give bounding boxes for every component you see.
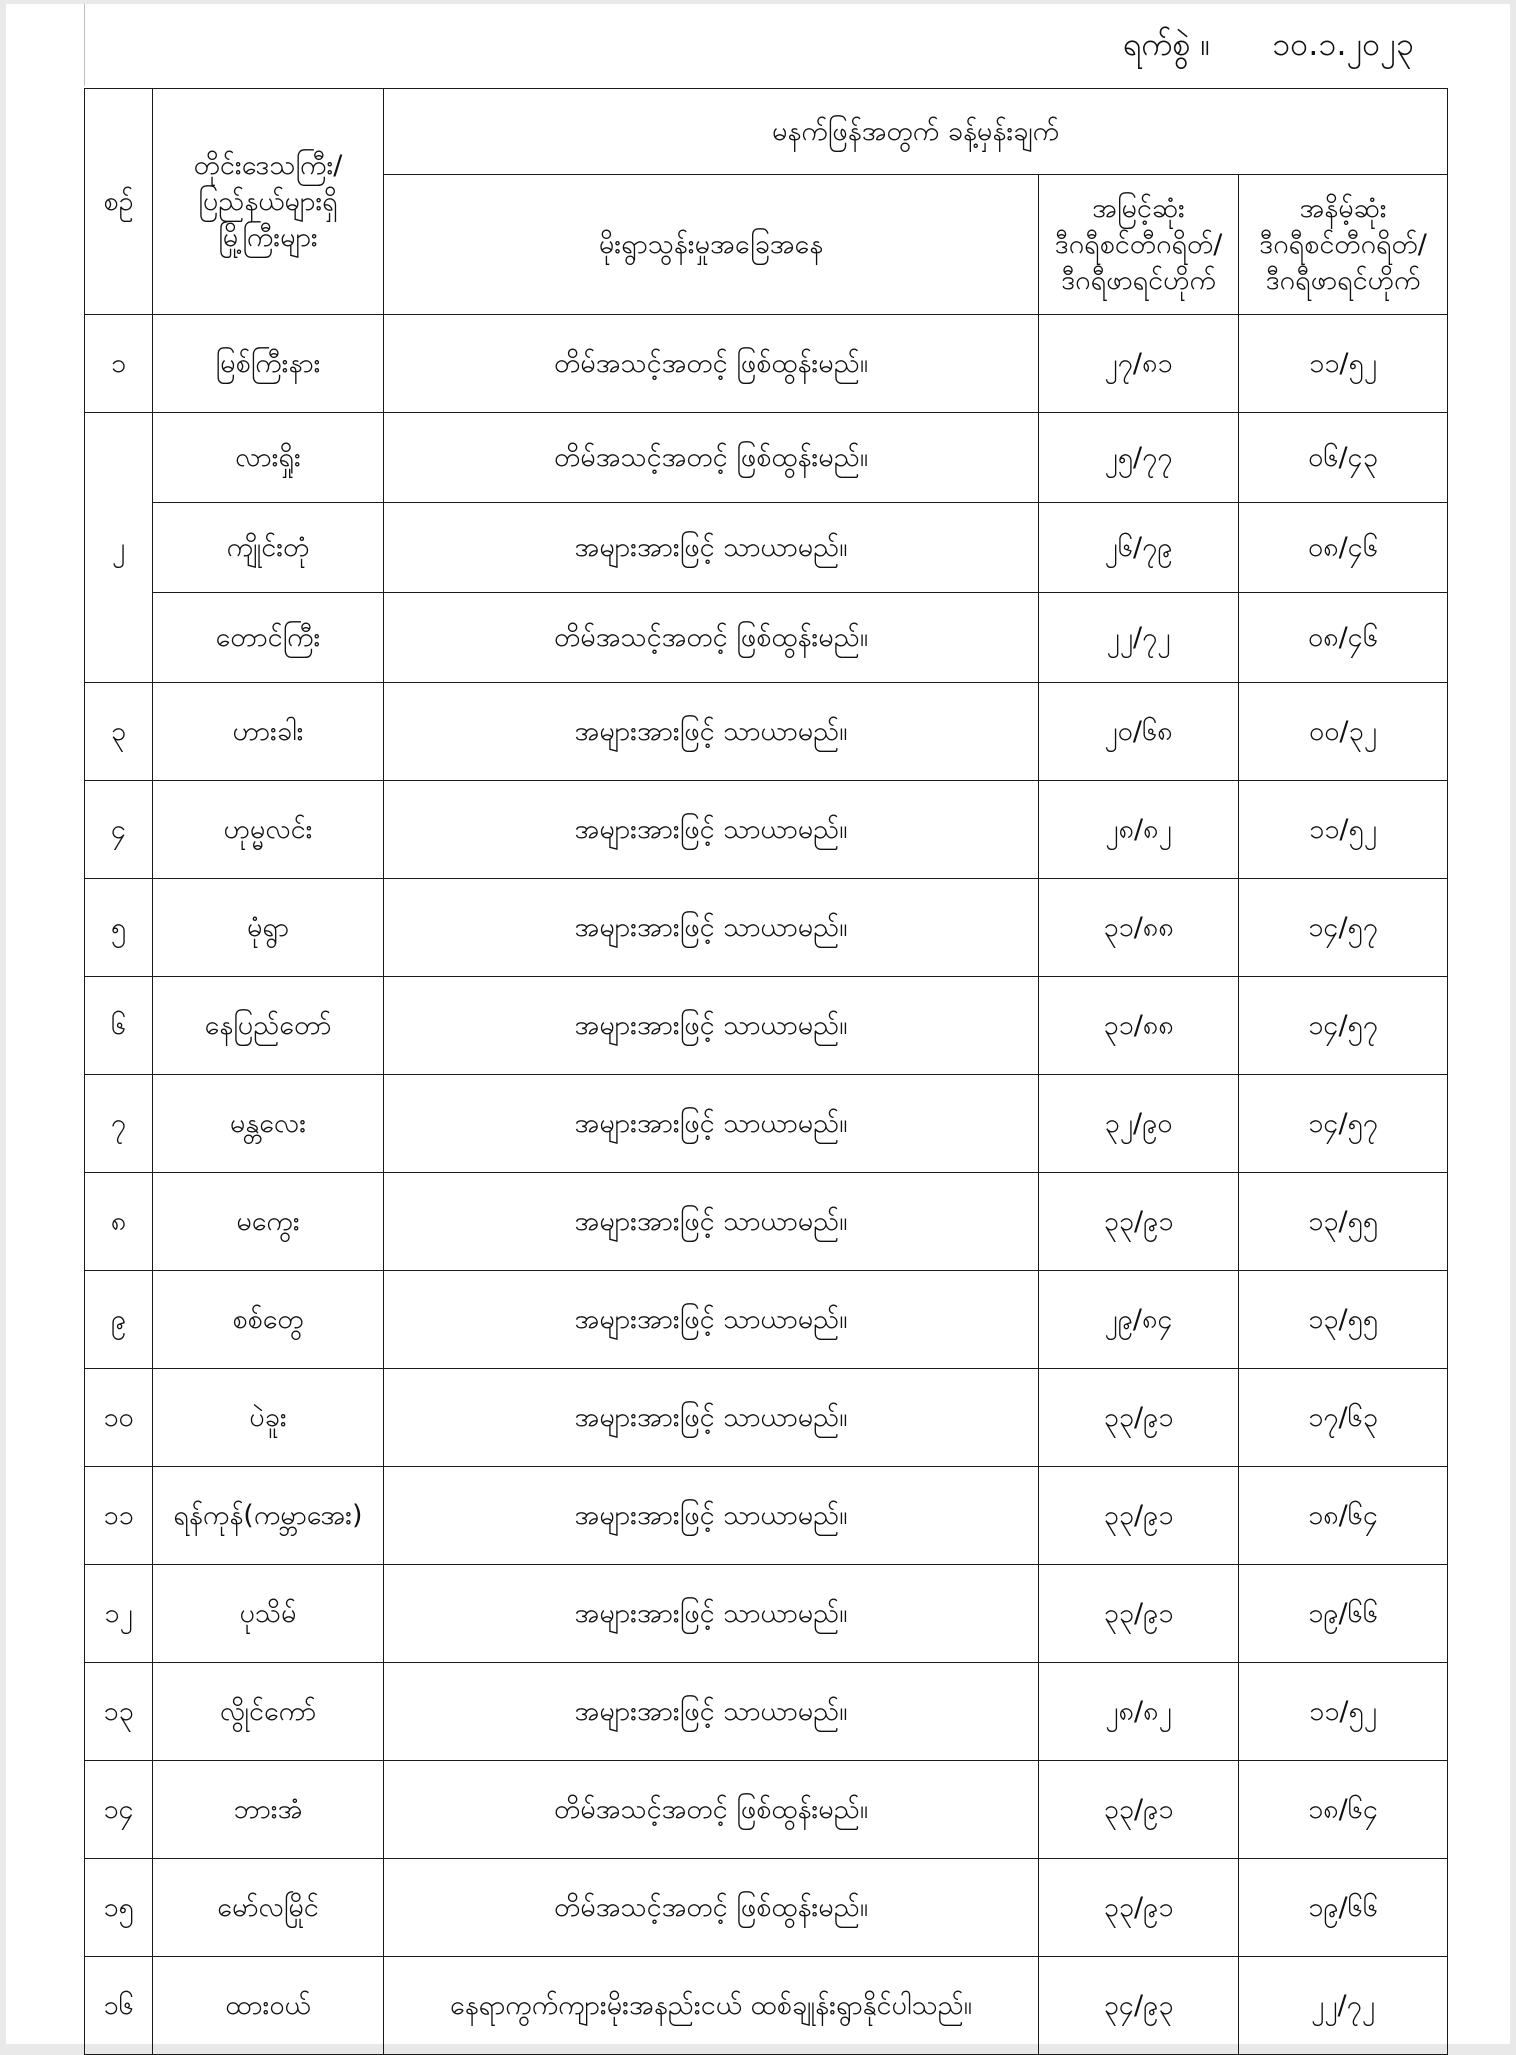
row-number: ၈	[85, 1173, 153, 1271]
city-name: မော်လမြိုင်	[153, 1859, 384, 1957]
row-number: ၁၄	[85, 1761, 153, 1859]
table-row	[85, 683, 1448, 781]
city-name: ပုသိမ်	[153, 1565, 384, 1663]
condition: တိမ်အသင့်အတင့် ဖြစ်ထွန်းမည်။	[384, 315, 1039, 413]
min-temp: ၁၈/၆၄	[1239, 1761, 1448, 1859]
min-temp: ၀၈/၄၆	[1239, 593, 1448, 683]
city-name: ထားဝယ်	[153, 1957, 384, 2055]
max-temp: ၃၃/၉၁	[1039, 1173, 1239, 1271]
row-number: ၁၀	[85, 1369, 153, 1467]
condition: တိမ်အသင့်အတင့် ဖြစ်ထွန်းမည်။	[384, 1761, 1039, 1859]
table-row	[85, 781, 1448, 879]
max-temp: ၂၈/၈၂	[1039, 1663, 1239, 1761]
min-temp: ၁၄/၅၇	[1239, 977, 1448, 1075]
document-page	[6, 4, 1510, 2044]
min-temp: ၁၁/၅၂	[1239, 1663, 1448, 1761]
condition: အများအားဖြင့် သာယာမည်။	[384, 1173, 1039, 1271]
date-label: ရက်စွဲ ။	[1122, 25, 1211, 63]
condition: အများအားဖြင့် သာယာမည်။	[384, 1565, 1039, 1663]
date-value: ၁၀.၁.၂၀၂၃	[1272, 25, 1414, 63]
condition: အများအားဖြင့် သာယာမည်။	[384, 1369, 1039, 1467]
max-temp: ၂၈/၈၂	[1039, 781, 1239, 879]
min-temp: ၁၉/၆၆	[1239, 1859, 1448, 1957]
max-temp: ၃၄/၉၃	[1039, 1957, 1239, 2055]
row-number: ၄	[85, 781, 153, 879]
condition: အများအားဖြင့် သာယာမည်။	[384, 1663, 1039, 1761]
min-temp: ၁၁/၅၂	[1239, 781, 1448, 879]
city-name: စစ်တွေ	[153, 1271, 384, 1369]
table-row	[85, 1467, 1448, 1565]
min-temp: ၁၃/၅၅	[1239, 1271, 1448, 1369]
table-row	[85, 1663, 1448, 1761]
city-name: မုံရွာ	[153, 879, 384, 977]
max-temp: ၂၅/၇၇	[1039, 413, 1239, 503]
min-temp: ၁၃/၅၅	[1239, 1173, 1448, 1271]
row-number: ၂	[85, 413, 153, 683]
city-name: လားရှိုး	[153, 413, 384, 503]
max-temp: ၃၃/၉၁	[1039, 1467, 1239, 1565]
city-name: ပဲခူး	[153, 1369, 384, 1467]
table-row	[85, 1565, 1448, 1663]
city-name: မကွေး	[153, 1173, 384, 1271]
header-max-temp: အမြင့်ဆုံး ဒီဂရီစင်တီဂရိတ်/ ဒီဂရီဖာရင်ဟိုက်	[1039, 175, 1239, 315]
condition: တိမ်အသင့်အတင့် ဖြစ်ထွန်းမည်။	[384, 593, 1039, 683]
left-margin-line	[84, 4, 85, 86]
table-row	[85, 413, 1448, 503]
table-row	[85, 593, 1448, 683]
min-temp: ၁၈/၆၄	[1239, 1467, 1448, 1565]
header-no: စဉ်	[85, 89, 153, 315]
condition: အများအားဖြင့် သာယာမည်။	[384, 1467, 1039, 1565]
max-temp: ၂၇/၈၁	[1039, 315, 1239, 413]
min-temp: ၀၈/၄၆	[1239, 503, 1448, 593]
max-temp: ၃၃/၉၁	[1039, 1565, 1239, 1663]
min-temp: ၁၇/၆၃	[1239, 1369, 1448, 1467]
city-name: လွိုင်ကော်	[153, 1663, 384, 1761]
row-number: ၁၆	[85, 1957, 153, 2055]
table-row	[85, 977, 1448, 1075]
condition: နေရာကွက်ကျားမိုးအနည်းငယ် ထစ်ချုန်းရွာနိုင်ပါသည်။	[384, 1957, 1039, 2055]
row-number: ၇	[85, 1075, 153, 1173]
table-row	[85, 1957, 1448, 2055]
condition: အများအားဖြင့် သာယာမည်။	[384, 503, 1039, 593]
table-row	[85, 1271, 1448, 1369]
min-temp: ၁၉/၆၆	[1239, 1565, 1448, 1663]
row-number: ၁၂	[85, 1565, 153, 1663]
header-condition: မိုးရွာသွန်းမှုအခြေအနေ	[384, 175, 1039, 315]
max-temp: ၂၉/၈၄	[1039, 1271, 1239, 1369]
condition: အများအားဖြင့် သာယာမည်။	[384, 879, 1039, 977]
condition: တိမ်အသင့်အတင့် ဖြစ်ထွန်းမည်။	[384, 1859, 1039, 1957]
max-temp: ၂၆/၇၉	[1039, 503, 1239, 593]
min-temp: ၀၆/၄၃	[1239, 413, 1448, 503]
table-row	[85, 503, 1448, 593]
row-number: ၉	[85, 1271, 153, 1369]
min-temp: ၁၄/၅၇	[1239, 1075, 1448, 1173]
table-row	[85, 1369, 1448, 1467]
city-name: ဟားခါး	[153, 683, 384, 781]
table-row	[85, 1859, 1448, 1957]
city-name: မန္တလေး	[153, 1075, 384, 1173]
city-name: ဘားအံ	[153, 1761, 384, 1859]
row-number: ၅	[85, 879, 153, 977]
table-row	[85, 879, 1448, 977]
table-row	[85, 1173, 1448, 1271]
min-temp: ၁၁/၅၂	[1239, 315, 1448, 413]
city-name: တောင်ကြီး	[153, 593, 384, 683]
condition: အများအားဖြင့် သာယာမည်။	[384, 781, 1039, 879]
city-name: နေပြည်တော်	[153, 977, 384, 1075]
row-number: ၁	[85, 315, 153, 413]
row-number: ၁၅	[85, 1859, 153, 1957]
max-temp: ၃၂/၉၀	[1039, 1075, 1239, 1173]
condition: အများအားဖြင့် သာယာမည်။	[384, 1271, 1039, 1369]
table-row	[85, 1761, 1448, 1859]
min-temp: ၁၄/၅၇	[1239, 879, 1448, 977]
header-min-temp: အနိမ့်ဆုံး ဒီဂရီစင်တီဂရိတ်/ ဒီဂရီဖာရင်ဟိုက်	[1239, 175, 1448, 315]
city-name: ရန်ကုန်(ကမ္ဘာအေး)	[153, 1467, 384, 1565]
city-name: မြစ်ကြီးနား	[153, 315, 384, 413]
city-name: ဟုမ္မလင်း	[153, 781, 384, 879]
min-temp: ၂၂/၇၂	[1239, 1957, 1448, 2055]
row-number: ၃	[85, 683, 153, 781]
row-number: ၁၃	[85, 1663, 153, 1761]
forecast-table	[84, 88, 1448, 2055]
condition: အများအားဖြင့် သာယာမည်။	[384, 977, 1039, 1075]
date-row	[1123, 22, 1414, 66]
max-temp: ၃၁/၈၈	[1039, 977, 1239, 1075]
condition: အများအားဖြင့် သာယာမည်။	[384, 1075, 1039, 1173]
table-row	[85, 1075, 1448, 1173]
max-temp: ၂၀/၆၈	[1039, 683, 1239, 781]
row-number: ၁၁	[85, 1467, 153, 1565]
max-temp: ၃၃/၉၁	[1039, 1859, 1239, 1957]
max-temp: ၃၃/၉၁	[1039, 1761, 1239, 1859]
max-temp: ၃၃/၉၁	[1039, 1369, 1239, 1467]
condition: အများအားဖြင့် သာယာမည်။	[384, 683, 1039, 781]
header-forecast: မနက်ဖြန်အတွက် ခန့်မှန်းချက်	[384, 89, 1448, 175]
min-temp: ၀၀/၃၂	[1239, 683, 1448, 781]
row-number: ၆	[85, 977, 153, 1075]
city-name: ကျိုင်းတုံ	[153, 503, 384, 593]
condition: တိမ်အသင့်အတင့် ဖြစ်ထွန်းမည်။	[384, 413, 1039, 503]
max-temp: ၃၁/၈၈	[1039, 879, 1239, 977]
header-city: တိုင်းဒေသကြီး/ ပြည်နယ်များရှိ မြို့ကြီးများ	[153, 89, 384, 315]
max-temp: ၂၂/၇၂	[1039, 593, 1239, 683]
table-row	[85, 315, 1448, 413]
